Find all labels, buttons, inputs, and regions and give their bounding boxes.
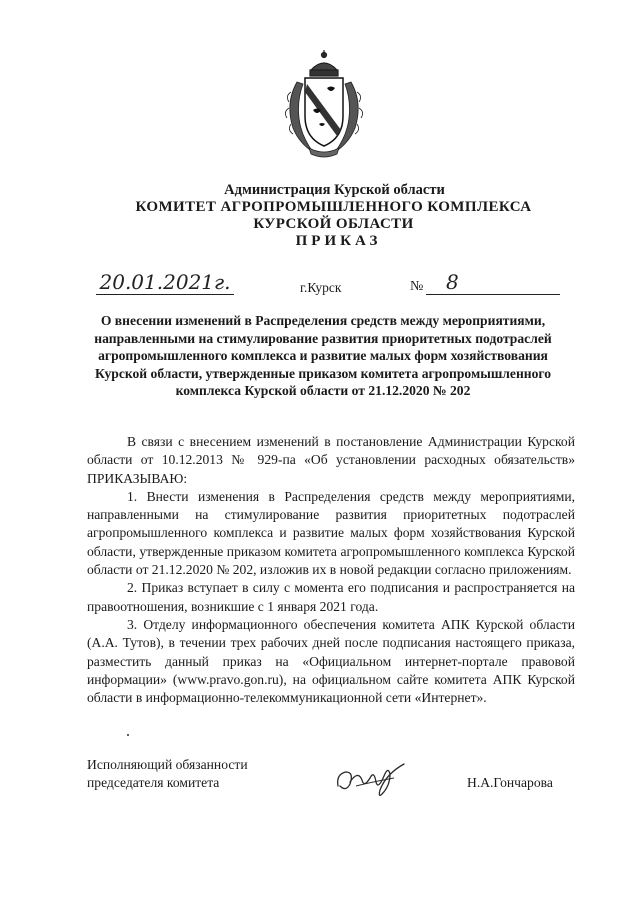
signature-block [0, 756, 639, 806]
order-number-label: № [410, 279, 424, 294]
handwritten-signature-icon [332, 756, 412, 800]
committee-name-line2: КУРСКОЙ ОБЛАСТИ [253, 216, 414, 232]
document-type: ПРИКАЗ [295, 233, 382, 249]
order-item-2: 2. Приказ вступает в силу с момента его подписания и распространяется на правоотношения, возникшие с 1 января 2021 года. [87, 580, 575, 614]
order-preamble: В связи с внесением изменений в постановление Администрации Курской области от 10.12.2013 № 929-па «Об установлении расходных обязательств» ПРИКАЗЫВАЮ: [87, 434, 575, 486]
order-date: 20.01.2021г. [96, 270, 234, 295]
order-body [87, 433, 575, 707]
order-meta [0, 270, 639, 300]
signatory-role [87, 756, 248, 793]
order-number: 8 [426, 270, 560, 295]
order-city: г.Курск [300, 280, 342, 295]
signatory-role-line1: Исполняющий обязанности [87, 757, 248, 772]
coat-of-arms-icon [283, 48, 365, 160]
order-title: О внесении изменений в Распределения средств между мероприятиями, направленными на стимулирование развития приоритетных подотраслей агропромышленного комплекса и развитие малых форм хозяйствования Курской области, утвержденные приказом комитета агропромышленного комплекса Курской области от 21.12.2020 № 202 [94, 313, 552, 399]
document-header [0, 182, 639, 250]
signatory-name: Н.А.Гончарова [467, 775, 553, 790]
order-item-3: 3. Отделу информационного обеспечения комитета АПК Курской области (А.А. Тутов), в течении трех рабочих дней после подписания настоящего приказа, разместить данный приказ на «Официальном интернет-портале правовой информации» (www.pravo.gon.ru), на официальном сайте комитета АПК Курской области в информационно-телекоммуникационной сети «Интернет». [87, 616, 575, 706]
organization-name: Администрация Курской области [224, 182, 445, 198]
order-item-1: 1. Внести изменения в Распределения средств между мероприятиями, направленными на стимулирование развития приоритетных подотраслей агропромышленного комплекса и развитие малых форм хозяйствования Курской области, утвержденные приказом комитета агропромышленного комплекса Курской области от 21.12.2020 № 202, изложив их в новой редакции согласно приложениям. [87, 488, 575, 578]
signatory-role-line2: председателя комитета [87, 775, 220, 791]
committee-name-line1: КОМИТЕТ АГРОПРОМЫШЛЕННОГО КОМПЛЕКСА [135, 199, 532, 215]
stray-mark [127, 734, 129, 736]
